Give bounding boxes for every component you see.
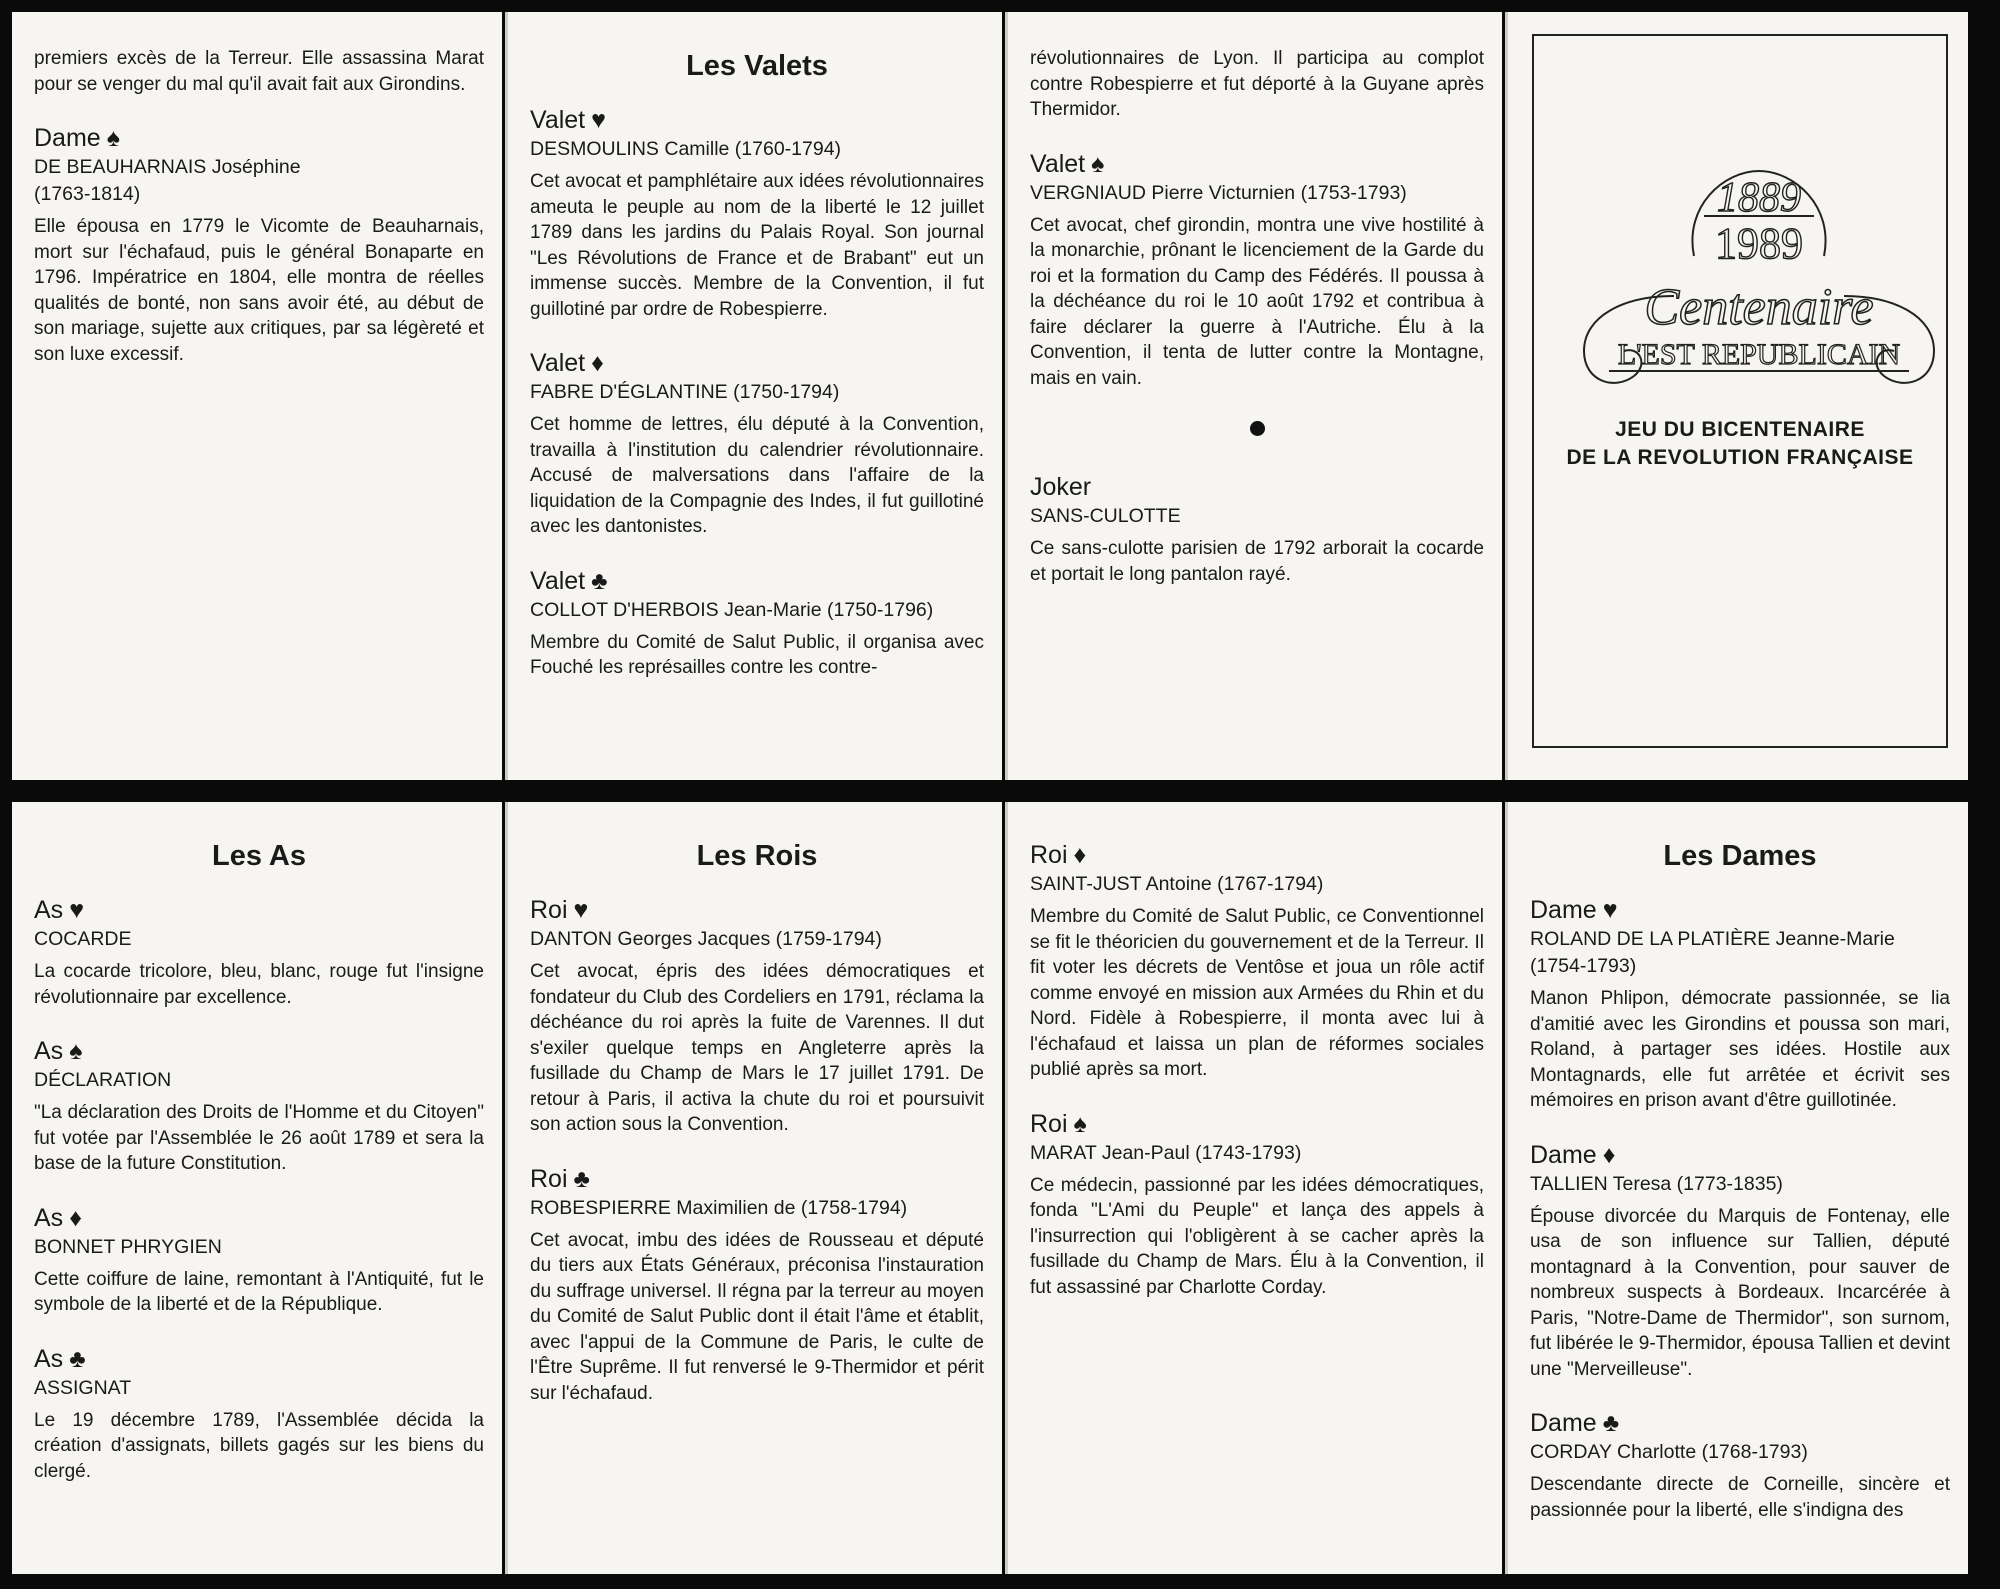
card-entry (530, 895, 984, 1138)
card-rank: Valet (530, 566, 586, 595)
section-title: Les Valets (686, 50, 828, 82)
card-entry (34, 1344, 484, 1485)
diamond-icon: ♦ (69, 1203, 82, 1232)
card-description: Elle épousa en 1779 le Vicomte de Beauharnais, mort sur l'échafaud, puis le général Bonaparte en 1796. Impératrice en 1804, elle montra de réelles qualités de bonté, non sans avoir été, au début de son mariage, sujette aux critiques, par sa légèreté et son luxe excessif. (34, 216, 484, 365)
card-name: SAINT-JUST Antoine (1767-1794) (1030, 873, 1324, 895)
card-description: Descendante directe de Corneille, sincère et passionnée pour la liberté, elle s'indigna des (1530, 1474, 1950, 1521)
cover-frame (1532, 34, 1948, 748)
separator-dot-icon (1250, 421, 1265, 436)
card-rank: Roi (530, 1164, 568, 1193)
card-description: La cocarde tricolore, bleu, blanc, rouge fut l'insigne révolutionnaire par excellence. (34, 961, 484, 1008)
cover-subtitle (1534, 416, 1946, 472)
card-description: Cet homme de lettres, élu député à la Convention, travailla à l'institution du calendrier révolutionnaire. Accusé de malversations dans l'affaire de la liquidation de la Compagnie des Indes, il fut guillotiné avec les dantonistes. (530, 414, 984, 537)
card-description: Cet avocat, épris des idées démocratiques et fondateur du Club des Cordeliers en 1791, réclama la déchéance du roi après la fuite de Varennes. Il dut s'exiler quelque temps en Angleterre après la fusillade du Champ de Mars le 17 juillet 1791. De retour à Paris, il activa la chute du roi et poursuivit son action sous la Convention. (530, 961, 984, 1135)
heart-icon: ♥ (1602, 896, 1618, 924)
card-entry (1030, 472, 1484, 587)
card-entry (34, 895, 484, 1010)
top-panel-3 (1005, 12, 1502, 780)
top-panel-1 (12, 12, 502, 780)
card-description: Cet avocat, imbu des idées de Rousseau et député du tiers aux États Généraux, préconisa l'instauration du suffrage universel. Il régna par la terreur au moyen du Comité de Salut Public dont il était l'âme et établit, avec l'appui de la Commune de Paris, le culte de l'Être Suprême. Il fut renversé le 9-Thermidor et périt sur l'échafaud. (530, 1229, 984, 1404)
card-name: ROBESPIERRE Maximilien de (1758-1794) (530, 1196, 908, 1219)
club-icon: ♣ (573, 1164, 590, 1193)
diamond-icon: ♦ (1602, 1140, 1616, 1169)
card-rank: Valet (530, 349, 586, 377)
card-description: Membre du Comité de Salut Public, ce Conventionnel se fit le théoricien du gouvernement et de la Terreur. Il fit voter les décrets de Ventôse et joua un rôle actif comme envoyé en mission aux Armées du Rhin et du Nord. Fidèle à Robespierre, il monta avec lui à l'échafaud et laissa un plan de réformes sociales publié après sa mort. (1030, 906, 1484, 1080)
card-entry (530, 105, 984, 322)
card-description: Le 19 décembre 1789, l'Assemblée décida la création d'assignats, billets gagés sur les biens du clergé. (34, 1409, 484, 1482)
card-name: ASSIGNAT (34, 1376, 132, 1399)
club-icon: ♣ (591, 566, 608, 595)
club-icon: ♣ (1602, 1409, 1620, 1437)
logo-year-1889: 1889 (1717, 175, 1801, 221)
card-rank: Roi (1030, 1109, 1068, 1138)
card-name: COLLOT D'HERBOIS Jean-Marie (1750-1796) (530, 598, 934, 621)
card-name: FABRE D'ÉGLANTINE (1750-1794) (530, 381, 840, 403)
card-description: Ce médecin, passionné par les idées démocratiques, fonda "L'Ami du Peuple" et lança des appels à l'insurrection qui l'obligèrent à se cacher après la fusillade du Champ de Mars. Élu à la Convention, il fut assassiné par Charlotte Corday. (1030, 1174, 1484, 1298)
card-rank: As (34, 1037, 64, 1065)
card-entry (34, 1036, 484, 1177)
logo-word: Centenaire (1644, 279, 1874, 336)
card-name: COCARDE (34, 928, 132, 950)
card-rank: Joker (1030, 473, 1092, 501)
card-rank: As (34, 1203, 64, 1232)
bottom-panel-2 (505, 802, 1002, 1574)
spade-icon: ♠ (106, 124, 120, 152)
card-rank: As (34, 896, 64, 924)
section-title: Les Dames (1663, 840, 1817, 872)
card-name: MARAT Jean-Paul (1743-1793) (1030, 1141, 1302, 1164)
bottom-panel-1 (12, 802, 502, 1574)
heart-icon: ♥ (69, 896, 85, 924)
bottom-panel-4 (1505, 802, 1968, 1574)
logo-brand: L'EST REPUBLICAIN (1617, 338, 1901, 371)
card-dates: (1754-1793) (1530, 955, 1637, 977)
heart-icon: ♥ (591, 106, 606, 134)
bottom-panel-3 (1005, 802, 1502, 1574)
card-name: DÉCLARATION (34, 1069, 172, 1091)
card-entry (1530, 1408, 1950, 1523)
card-description: Membre du Comité de Salut Public, il organisa avec Fouché les représailles contre les contre- (530, 631, 984, 678)
logo-year-1989: 1989 (1715, 219, 1803, 268)
section-title: Les As (211, 840, 307, 872)
card-name: CORDAY Charlotte (1768-1793) (1530, 1441, 1808, 1463)
card-entry (1030, 1109, 1484, 1301)
card-entry (1030, 149, 1484, 392)
card-description: Ce sans-culotte parisien de 1792 arborait la cocarde et portait le long pantalon rayé. (1030, 538, 1484, 585)
diamond-icon: ♦ (591, 349, 604, 377)
spade-icon: ♠ (69, 1037, 83, 1065)
card-description: Épouse divorcée du Marquis de Fontenay, elle usa de son influence sur Tallien, député montagnard à la Convention, pour sauver de nombreux suspects à Bordeaux. Incarcérée à Paris, "Notre-Dame de Thermidor", son surnom, fut libérée le 9-Thermidor, épousa Tallien et devint une "Merveilleuse". (1530, 1205, 1951, 1380)
card-entry (530, 348, 984, 540)
cover-subtitle-line-1: JEU DU BICENTENAIRE (1615, 418, 1865, 441)
diamond-icon: ♦ (1073, 841, 1087, 869)
centenaire-logo (1554, 146, 1964, 406)
card-rank: Dame (34, 124, 101, 152)
card-dates: (1763-1814) (34, 183, 141, 205)
card-description: "La déclaration des Droits de l'Homme et du Citoyen" fut votée par l'Assemblée le 26 août 1789 et sera la base de la future Constitution. (34, 1102, 484, 1174)
card-description: Cette coiffure de laine, remontant à l'Antiquité, fut le symbole de la liberté et de la République. (34, 1268, 484, 1315)
card-entry (1530, 1140, 1950, 1383)
card-name: TALLIEN Teresa (1773-1835) (1530, 1172, 1783, 1195)
card-description: Manon Phlipon, démocrate passionnée, se lia d'amitié avec les Girondins et poussa son mari, Roland, à partager ses idées. Hostile aux Montagnards, elle fut arrêtée et écrivit ses mémoires en prison avant d'être guillotinée. (1530, 988, 1950, 1111)
card-rank: Valet (530, 106, 586, 134)
card-rank: Roi (530, 896, 568, 924)
card-description: Cet avocat, chef girondin, montra une vive hostilité à la monarchie, prônant le licenciement de la Garde du roi et la formation du Camp des Fédérés. Il poussa à la déchéance du roi le 10 août 1792 et contribua à faire déclarer la guerre à l'Autriche. Élu à la Convention, il tenta de lutter contre la Montagne, mais en vain. (1030, 214, 1484, 389)
card-entry (1530, 895, 1950, 1114)
card-rank: Valet (1030, 149, 1086, 178)
card-rank: Dame (1530, 1409, 1597, 1437)
card-name: SANS-CULOTTE (1030, 505, 1181, 527)
card-name: DESMOULINS Camille (1760-1794) (530, 138, 842, 160)
spade-icon: ♠ (1073, 1109, 1087, 1138)
card-rank: Dame (1530, 896, 1597, 924)
card-name: DE BEAUHARNAIS Joséphine (34, 156, 301, 178)
continuation-text: premiers excès de la Terreur. Elle assassina Marat pour se venger du mal qu'il avait fait aux Girondins. (34, 48, 484, 95)
card-name: BONNET PHRYGIEN (34, 1235, 222, 1258)
card-rank: Dame (1530, 1140, 1597, 1169)
card-rank: As (34, 1344, 64, 1373)
card-name: VERGNIAUD Pierre Victurnien (1753-1793) (1030, 181, 1407, 204)
cover-panel (1505, 12, 1968, 780)
card-name: DANTON Georges Jacques (1759-1794) (530, 928, 882, 950)
card-entry (1030, 840, 1484, 1083)
heart-icon: ♥ (573, 896, 589, 924)
card-entry (530, 566, 984, 681)
section-title: Les Rois (696, 840, 818, 872)
top-strip (12, 12, 1968, 780)
top-panel-2 (505, 12, 1002, 780)
card-entry (34, 123, 484, 367)
continuation-text: révolutionnaires de Lyon. Il participa au complot contre Robespierre et fut déporté à la Guyane après Thermidor. (1030, 48, 1484, 120)
cover-subtitle-line-2: DE LA REVOLUTION FRANÇAISE (1566, 446, 1914, 469)
card-entry (530, 1164, 984, 1407)
club-icon: ♣ (69, 1344, 86, 1373)
spade-icon: ♠ (1091, 149, 1105, 178)
bottom-strip (12, 802, 1968, 1574)
card-description: Cet avocat et pamphlétaire aux idées révolutionnaires ameuta le peuple au nom de la liberté le 12 juillet 1789 dans les jardins du Palais Royal. Son journal "Les Révolutions de France et de Brabant" eut un immense succès. Membre de la Convention, il fut guillotiné par ordre de Robespierre. (530, 171, 984, 320)
card-entry (34, 1203, 484, 1318)
card-name: ROLAND DE LA PLATIÈRE Jeanne-Marie (1530, 928, 1895, 950)
card-rank: Roi (1030, 841, 1068, 869)
